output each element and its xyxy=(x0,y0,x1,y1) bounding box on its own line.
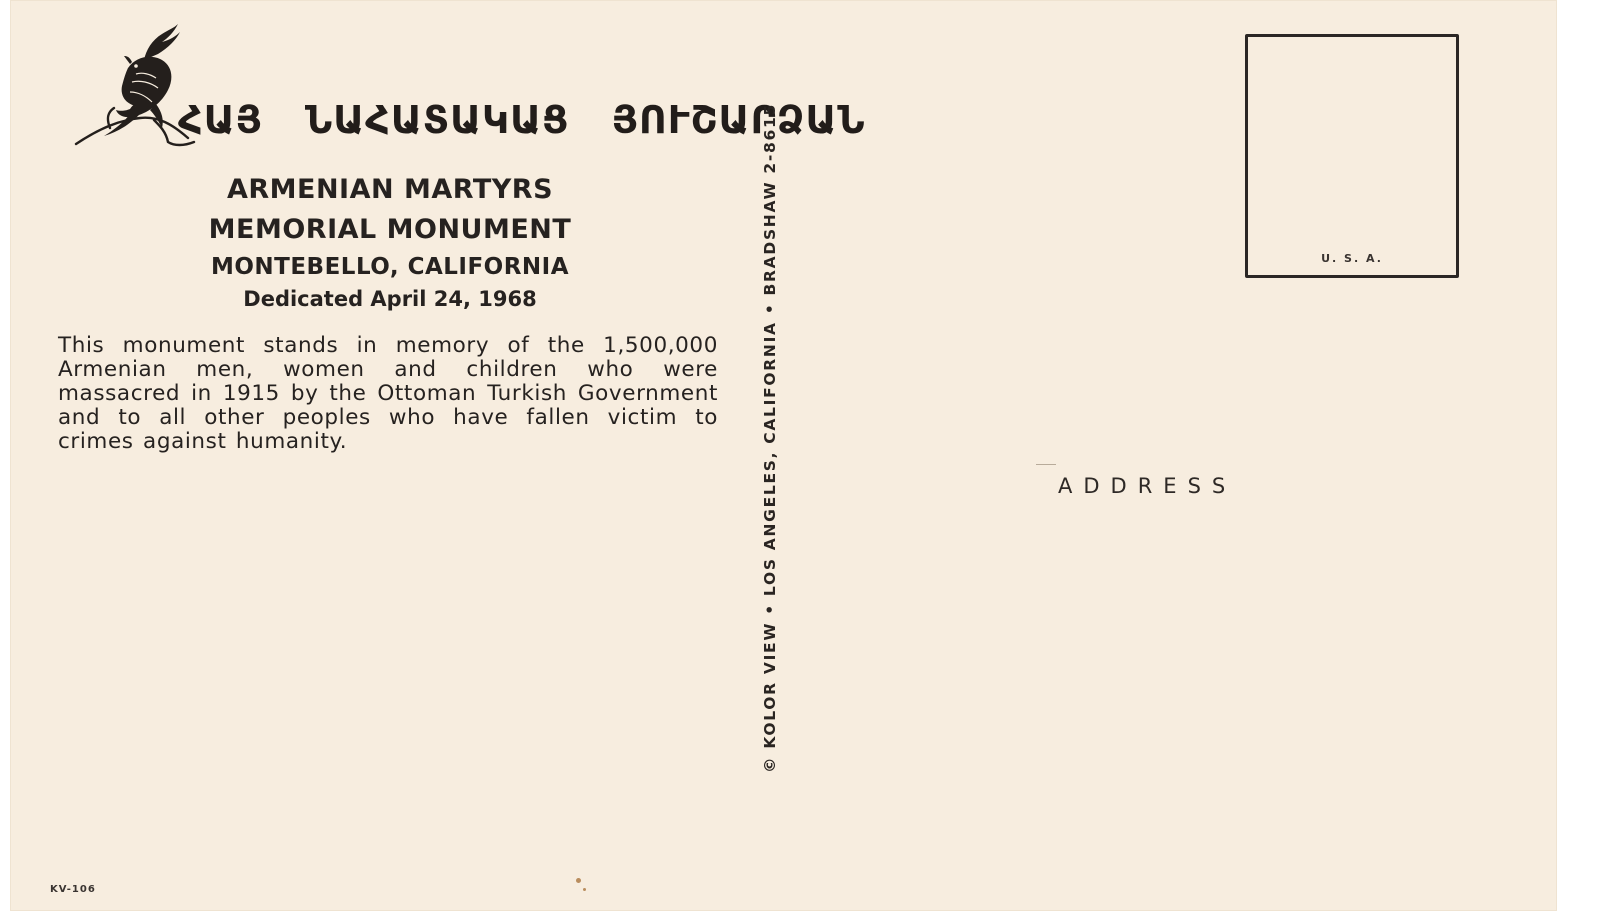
armenian-title: ՀԱՅ ՆԱՀԱՏԱԿԱՑ ՅՈՒՇԱՐՁԱՆ xyxy=(178,98,866,142)
title-line-location: MONTEBELLO, CALIFORNIA xyxy=(210,254,570,280)
title-block xyxy=(60,170,720,314)
monument-description: This monument stands in memory of the 1,500,000 Armenian men, women and children who were massacred in 1915 by the Ottoman Turkish Government and to all other peoples who have fallen victim to crimes against humanity. xyxy=(58,333,718,454)
stamp-country-label: U. S. A. xyxy=(1321,252,1383,265)
title-line-dedication: Dedicated April 24, 1968 xyxy=(243,287,537,311)
publisher-credit: © KOLOR VIEW • LOS ANGELES, CALIFORNIA • BRADSHAW 2-8615 xyxy=(761,103,779,773)
stamp-box xyxy=(1245,34,1459,278)
paper-speck xyxy=(583,888,586,891)
title-line-memorial-monument: MEMORIAL MONUMENT xyxy=(208,214,572,245)
card-code: KV-106 xyxy=(50,884,96,895)
title-line-armenian-martyrs: ARMENIAN MARTYRS xyxy=(226,174,554,205)
page-margin-left xyxy=(0,0,10,911)
address-mark xyxy=(1036,464,1056,465)
address-label: ADDRESS xyxy=(1058,474,1237,498)
page-margin-right xyxy=(1557,0,1600,911)
paper-speck xyxy=(576,878,581,883)
